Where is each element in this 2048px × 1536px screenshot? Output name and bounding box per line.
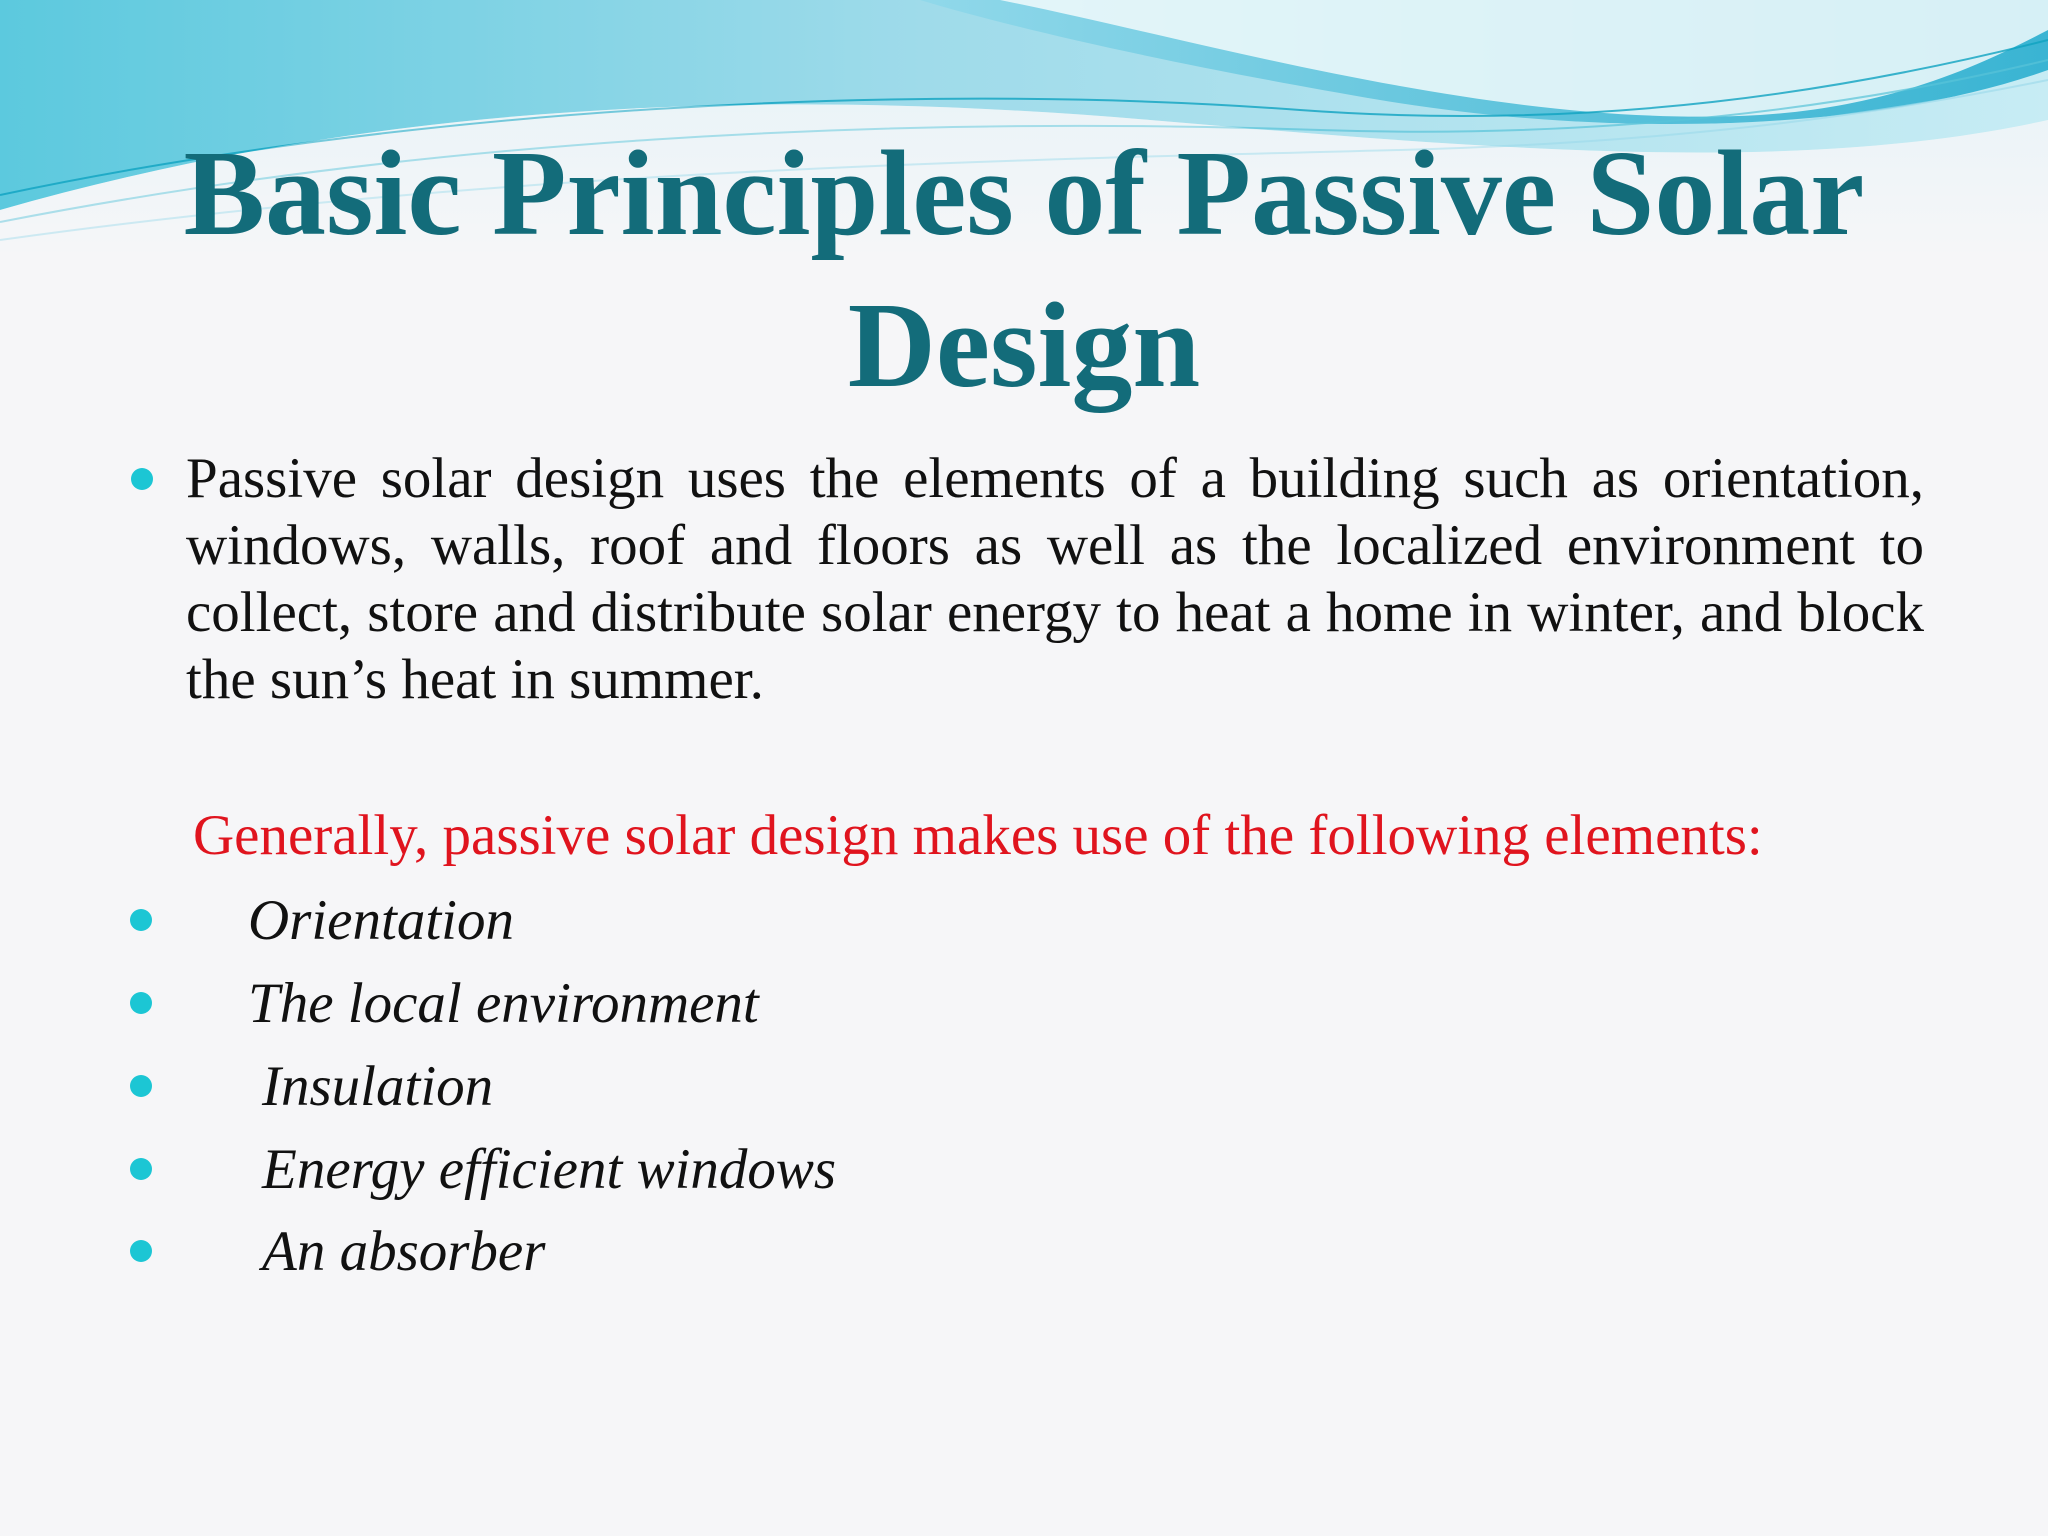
list-item: Energy efficient windows: [262, 1138, 837, 1201]
bullet-icon: [130, 992, 152, 1014]
list-item: The local environment: [248, 972, 759, 1035]
bullet-icon: [130, 1158, 152, 1180]
elements-intro: Generally, passive solar design makes use of the following elements:: [193, 804, 1763, 867]
bullet-icon: [130, 1240, 152, 1262]
bullet-icon: [131, 468, 153, 490]
bullet-icon: [130, 909, 152, 931]
slide-title: Basic Principles of Passive Solar Design: [183, 126, 1865, 413]
list-item: An absorber: [262, 1220, 546, 1283]
body-paragraph: Passive solar design uses the elements of a building such as orientation, windows, walls, roof and floors as well as the localized environment to collect, store and distribute solar energy to heat a home in winter, and block the sun’s heat in summer.: [186, 447, 1924, 711]
bullet-icon: [130, 1075, 152, 1097]
list-item: Orientation: [248, 889, 514, 952]
list-item: Insulation: [262, 1055, 494, 1118]
